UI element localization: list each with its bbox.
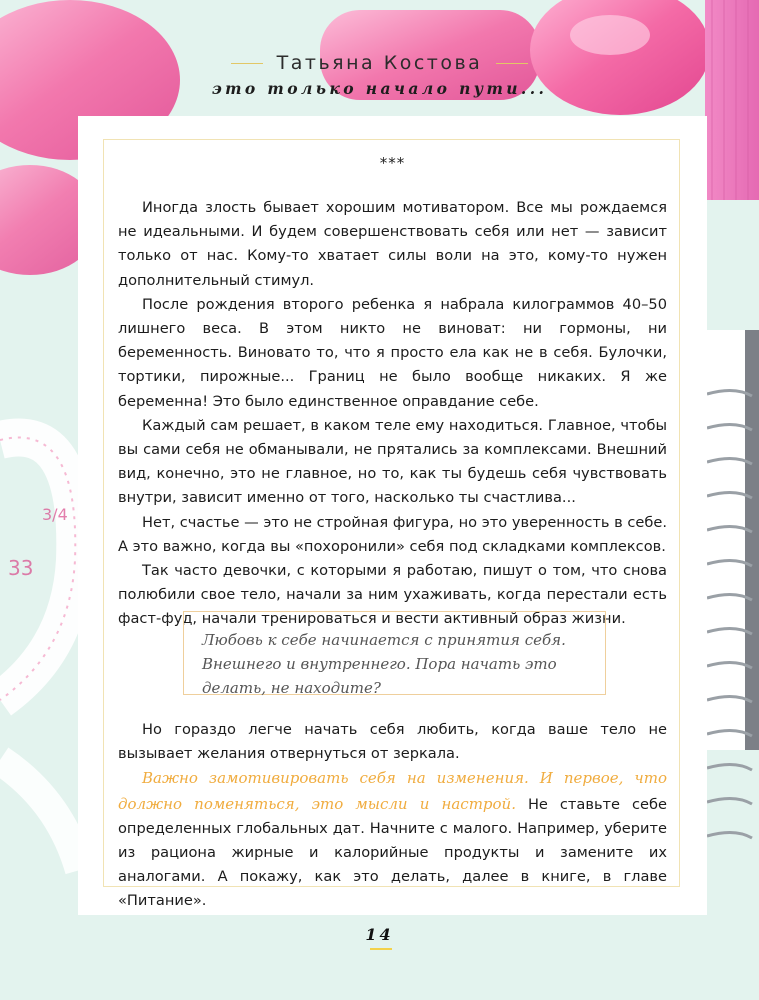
svg-text:3/4: 3/4: [42, 505, 68, 524]
section-marker: ***: [379, 154, 406, 172]
paragraph: Так часто девочки, с которыми я работаю, пишут о том, что снова полюбили свое тело, начали за ним ухаживать, когда перестали есть фаст-фуд, начали тренироваться и вести активный образ жизни.: [118, 562, 667, 628]
page-number: 14: [365, 925, 394, 944]
paragraph: После рождения второго ребенка я набрала килограммов 40–50 лишнего веса. В этом никто не виноват: ни гормоны, ни беременность. Виновато то, что я просто ела как не в себя. Булочки, тортики, пирожные... Границ не было вообще никаких. Я же беременна! Это было единственное оправдание себе.: [118, 295, 667, 410]
author-name: Татьяна Костова: [276, 52, 483, 74]
author-divider-right: [496, 63, 528, 64]
author-divider-left: [231, 63, 263, 64]
spiral-notebook-icon: [707, 330, 759, 838]
svg-text:33: 33: [8, 556, 34, 580]
quote-text: Любовь к себе начинается с принятия себя. Внешнего и внутреннего. Пора начать это делать, не находите?: [202, 631, 566, 697]
yoga-mat-icon: [705, 0, 759, 200]
paragraph-rest: Не ставьте себе определенных глобальных дат. Начните с малого. Например, уберите из рациона жирные и калорийные продукты и замените их аналогами. А покажу, как это делать, далее в книге, в главе «Питание».: [118, 795, 667, 910]
paragraph-highlight: [118, 766, 667, 913]
body-text: [118, 196, 667, 632]
paragraph: Каждый сам решает, в каком теле ему находиться. Главное, чтобы вы сами себя не обманывали, не прятались за комплексами. Внешний вид, конечно, это не главное, но то, как ты будешь себя чувствовать внутри, зависит именно от того, насколько ты счастлива...: [118, 416, 667, 507]
paragraph: Но гораздо легче начать себя любить, когда ваше тело не вызывает желания отвернуться от зеркала.: [118, 721, 667, 763]
text-panel: [78, 116, 707, 915]
tape-measure-icon: [0, 438, 80, 871]
quote-box: [183, 611, 606, 695]
highlight-text: Важно замотивировать себя на изменения. И первое, что должно поменяться, это мысли и настрой.: [118, 769, 667, 813]
book-subtitle: это только начало пути...: [211, 79, 548, 98]
page-number-underline: [370, 948, 392, 950]
closing-text: [118, 718, 667, 914]
paragraph: Нет, счастье — это не стройная фигура, но это уверенность в себе. А это важно, когда вы «похоронили» себя под складками комплексов.: [118, 513, 667, 555]
paragraph: Иногда злость бывает хорошим мотиватором. Все мы рождаемся не идеальными. И будем совершенствовать себя или нет — зависит только от нас. Кому-то хватает силы воли на это, кому-то нужен дополнительный стимул.: [118, 199, 667, 289]
page-header: [0, 52, 759, 98]
author-row: [0, 52, 759, 74]
